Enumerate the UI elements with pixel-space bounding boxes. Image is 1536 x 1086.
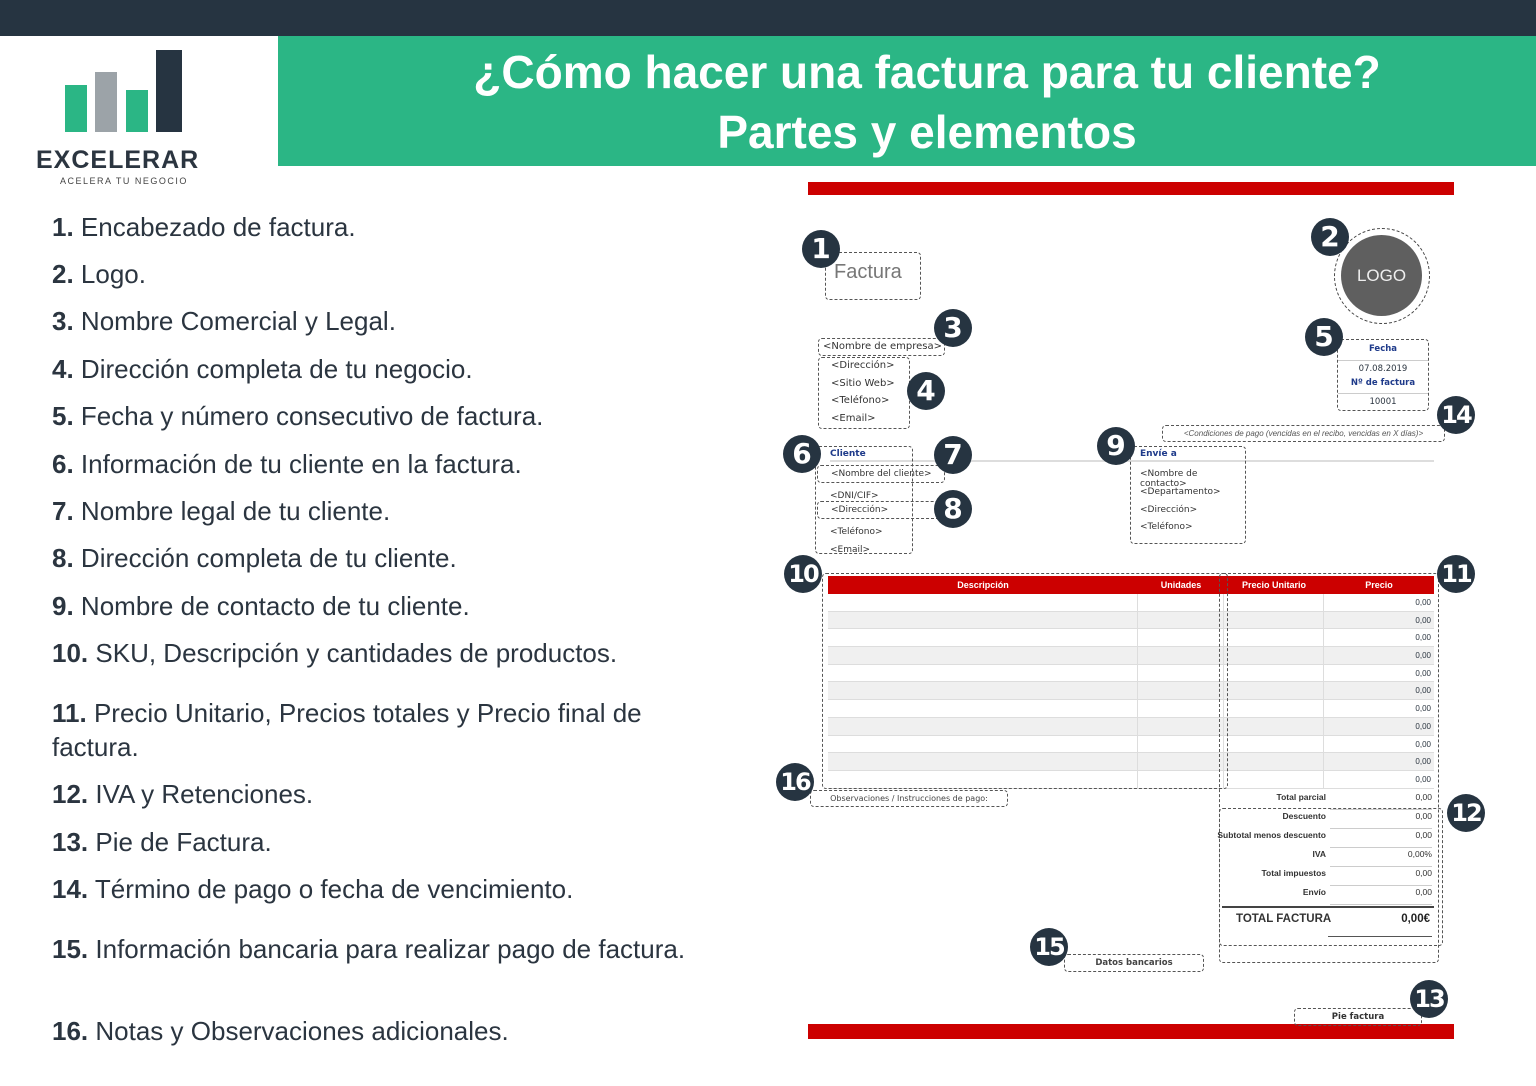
price-cell: 0,00 <box>1415 721 1431 731</box>
list-item <box>52 589 712 623</box>
total-value: 0,00 <box>1330 887 1432 905</box>
callout-badge-16: 16 <box>776 763 814 801</box>
list-text: Información bancaria para realizar pago de factura. <box>95 934 686 964</box>
list-number: 13. <box>52 827 89 857</box>
callout-badge-15: 15 <box>1030 928 1068 966</box>
invoice-bottom-bar <box>808 1024 1454 1039</box>
callout-badge-14: 14 <box>1437 396 1475 434</box>
invoice-number: 10001 <box>1338 393 1428 407</box>
price-cell: 0,00 <box>1415 633 1431 643</box>
company-field: <Dirección> <box>831 360 895 371</box>
list-item <box>52 210 712 244</box>
list-item <box>52 777 712 811</box>
list-text: SKU, Descripción y cantidades de productos. <box>95 638 618 668</box>
client-field: <DNI/CIF> <box>830 491 879 501</box>
company-name: <Nombre de empresa> <box>818 338 945 356</box>
list-text: Nombre Comercial y Legal. <box>80 306 396 336</box>
invoice-title: Factura <box>825 252 921 300</box>
list-text: Fecha y número consecutivo de factura. <box>80 401 544 431</box>
callout-badge-13: 13 <box>1410 980 1448 1018</box>
list-item <box>52 1014 712 1048</box>
price-cell: 0,00 <box>1415 598 1431 607</box>
list-number: 12. <box>52 779 89 809</box>
total-divider <box>1222 906 1434 908</box>
client-block <box>815 446 913 554</box>
company-field: <Sitio Web> <box>831 378 895 389</box>
invoice-footer: Pie factura <box>1294 1008 1422 1026</box>
callout-badge-8: 8 <box>934 490 972 528</box>
ship-field: <Departamento> <box>1140 487 1221 497</box>
invoice-meta <box>1337 339 1429 411</box>
price-cell: 0,00 <box>1415 704 1431 714</box>
client-field: <Teléfono> <box>830 527 883 537</box>
client-field: <Email> <box>830 545 871 555</box>
callout-badge-1: 1 <box>802 230 840 268</box>
list-number: 5. <box>52 401 74 431</box>
logo-placeholder <box>1334 228 1430 324</box>
total-label: Descuento <box>1282 811 1326 821</box>
col-price: Precio <box>1365 580 1393 590</box>
list-number: 4. <box>52 354 74 384</box>
logo-text: LOGO <box>1341 235 1422 316</box>
list-number: 14. <box>52 874 89 904</box>
col-description: Descripción <box>957 580 1009 590</box>
total-label: IVA <box>1312 849 1326 859</box>
bank-details: Datos bancarios <box>1064 954 1204 972</box>
total-label: Envío <box>1302 887 1326 897</box>
price-cell: 0,00 <box>1415 757 1431 767</box>
list-number: 16. <box>52 1016 89 1046</box>
total-value: 0,00 <box>1330 868 1432 886</box>
list-text: Nombre legal de tu cliente. <box>80 496 391 526</box>
list-number: 9. <box>52 591 74 621</box>
list-text: Precio Unitario, Precios totales y Precio final de factura. <box>52 698 642 762</box>
ship-field: <Dirección> <box>1140 505 1198 515</box>
grand-total-underline <box>1328 936 1432 937</box>
client-label: Cliente <box>830 449 866 459</box>
list-item <box>52 825 712 859</box>
notes-field: Observaciones / Instrucciones de pago: <box>810 790 1008 807</box>
list-item <box>52 872 712 906</box>
callout-badge-3: 3 <box>934 309 972 347</box>
total-label: Subtotal menos descuento <box>1217 830 1326 840</box>
list-item <box>52 696 712 764</box>
company-address-block <box>818 357 910 429</box>
list-number: 2. <box>52 259 74 289</box>
callout-badge-6: 6 <box>783 435 821 473</box>
total-value: 0,00 <box>1330 792 1432 810</box>
ship-to-block <box>1130 446 1246 544</box>
list-item <box>52 932 712 966</box>
list-text: Nombre de contacto de tu cliente. <box>80 591 470 621</box>
price-cell: 0,00 <box>1415 686 1431 696</box>
price-cell: 0,00 <box>1415 615 1431 625</box>
company-field: <Teléfono> <box>831 395 890 406</box>
number-label: Nº de factura <box>1350 378 1416 388</box>
list-number: 7. <box>52 496 74 526</box>
price-cell: 0,00 <box>1415 651 1431 661</box>
list-text: IVA y Retenciones. <box>95 779 314 809</box>
callout-badge-7: 7 <box>934 436 972 474</box>
callout-badge-2: 2 <box>1311 218 1349 256</box>
list-item <box>52 399 712 433</box>
list-text: Término de pago o fecha de vencimiento. <box>94 874 574 904</box>
list-number: 15. <box>52 934 89 964</box>
region-10-outline <box>822 573 1228 789</box>
list-item <box>52 257 712 291</box>
brand-name: EXCELERAR <box>36 146 200 174</box>
list-text: Logo. <box>80 259 146 289</box>
top-bar <box>0 0 1536 36</box>
list-item <box>52 541 712 575</box>
callout-badge-5: 5 <box>1305 318 1343 356</box>
client-name: <Nombre del cliente> <box>817 465 945 483</box>
list-number: 10. <box>52 638 89 668</box>
date-label: Fecha <box>1368 344 1398 354</box>
list-text: Dirección completa de tu cliente. <box>80 543 457 573</box>
title-line-1: ¿Cómo hacer una factura para tu cliente? <box>473 46 1381 98</box>
list-item <box>52 494 712 528</box>
grand-total-label: TOTAL FACTURA <box>1236 913 1332 925</box>
list-text: Dirección completa de tu negocio. <box>80 354 473 384</box>
title-banner <box>278 36 1536 166</box>
brand-tagline: ACELERA TU NEGOCIO <box>60 176 188 186</box>
invoice-top-bar <box>808 182 1454 195</box>
list-item <box>52 447 712 481</box>
total-value: 0,00 <box>1330 830 1432 848</box>
callout-badge-9: 9 <box>1097 427 1135 465</box>
ship-label: Envíe a <box>1140 449 1177 459</box>
client-address: <Dirección> <box>817 501 945 519</box>
title-line-2: Partes y elementos <box>717 106 1137 158</box>
list-item <box>52 636 712 670</box>
callout-badge-4: 4 <box>907 372 945 410</box>
total-label: Total impuestos <box>1261 868 1326 878</box>
grand-total-value: 0,00€ <box>1401 913 1430 925</box>
price-cell: 0,00 <box>1415 739 1431 749</box>
list-number: 8. <box>52 543 74 573</box>
list-number: 11. <box>52 698 87 728</box>
list-item <box>52 352 712 386</box>
price-cell: 0,00 <box>1415 774 1431 784</box>
callout-badge-11: 11 <box>1437 555 1475 593</box>
company-field: <Email> <box>831 413 876 424</box>
ship-field: <Teléfono> <box>1140 522 1193 532</box>
callout-badge-12: 12 <box>1447 794 1485 832</box>
total-value: 0,00 <box>1330 811 1432 829</box>
list-text: Información de tu cliente en la factura. <box>80 449 522 479</box>
price-cell: 0,00 <box>1415 668 1431 678</box>
list-text: Encabezado de factura. <box>80 212 356 242</box>
list-number: 3. <box>52 306 74 336</box>
list-item <box>52 304 712 338</box>
col-units: Unidades <box>1160 580 1202 590</box>
ship-field: <Nombre de contacto> <box>1140 469 1198 489</box>
date-value: 07.08.2019 <box>1338 360 1428 374</box>
total-value: 0,00% <box>1330 849 1432 867</box>
callout-badge-10: 10 <box>784 555 822 593</box>
list-number: 6. <box>52 449 74 479</box>
payment-terms: <Condiciones de pago (vencidas en el recibo, vencidas en X días)> <box>1162 425 1445 442</box>
list-text: Pie de Factura. <box>95 827 272 857</box>
list-number: 1. <box>52 212 74 242</box>
list-text: Notas y Observaciones adicionales. <box>95 1016 509 1046</box>
col-unit-price: Precio Unitario <box>1241 580 1306 590</box>
total-label: Total parcial <box>1276 792 1326 802</box>
